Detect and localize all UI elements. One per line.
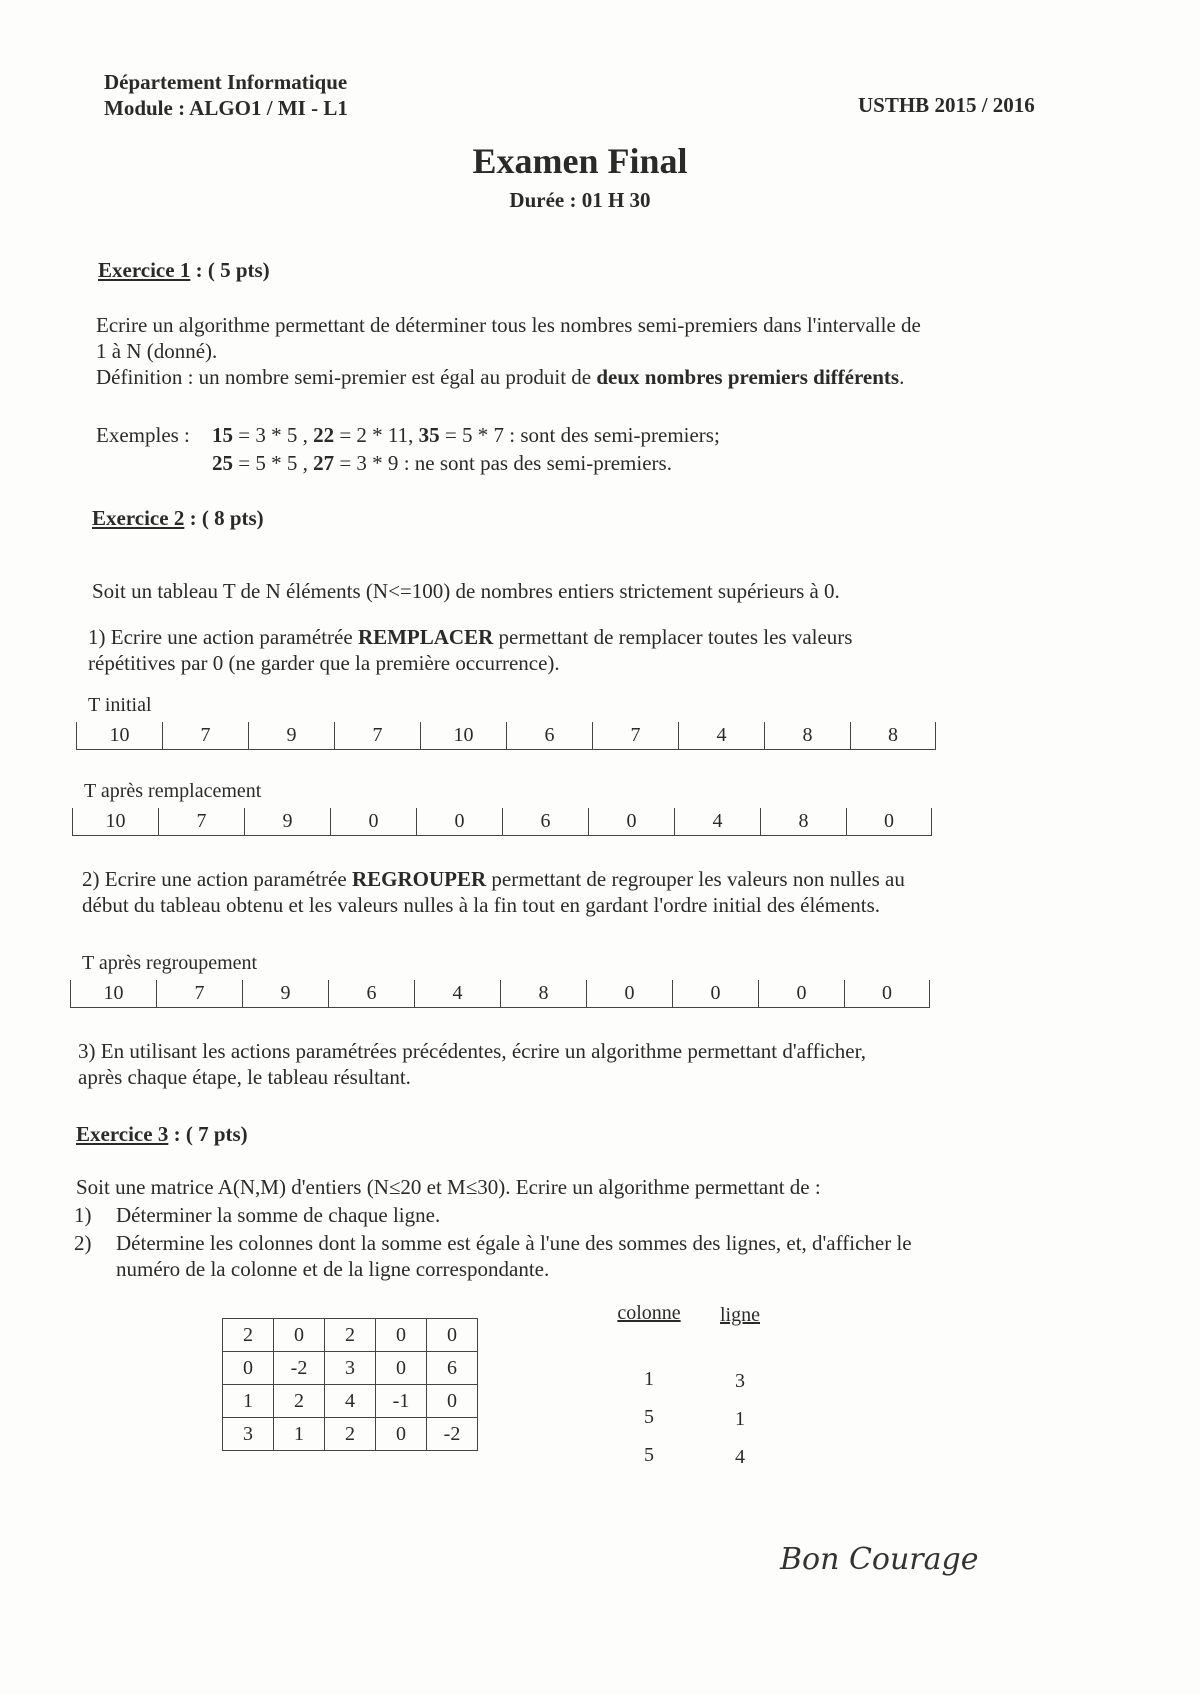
matrix-cell: 1 — [274, 1418, 325, 1451]
ex2-q1-bold: REMPLACER — [357, 625, 494, 649]
ex1-definition — [96, 364, 1096, 390]
ex1-title: Exercice 1 — [98, 258, 191, 282]
ex2-q1-end: permettant de remplacer toutes les valeurs — [498, 625, 853, 649]
array-cell: 4 — [678, 722, 764, 750]
ex1-heading — [98, 258, 270, 283]
array-cell: 7 — [162, 722, 248, 750]
array-cell: 4 — [414, 980, 500, 1008]
module: Module : ALGO1 / MI - L1 — [104, 96, 348, 120]
ex2-q3-line2: après chaque étape, le tableau résultant. — [78, 1065, 411, 1089]
ex2-q3 — [78, 1038, 1108, 1090]
ex2-q2 — [82, 866, 1102, 918]
ex2-title: Exercice 2 — [92, 506, 185, 530]
ex1-examples-line2 — [212, 450, 672, 476]
array-replaced — [72, 808, 932, 838]
array-cell: 10 — [420, 722, 506, 750]
array-cell: 9 — [244, 808, 330, 836]
matrix-cell: 0 — [376, 1418, 427, 1451]
ex2-q1-line2: répétitives par 0 (ne garder que la première occurrence). — [88, 651, 560, 675]
array-cell: 9 — [242, 980, 328, 1008]
array-cell: 8 — [764, 722, 850, 750]
arr2-label: T après remplacement — [84, 780, 262, 802]
matrix-cell: 2 — [325, 1418, 376, 1451]
exam-title: Examen Final — [472, 141, 688, 181]
ex1-ex-b1r: = 5 * 5 , — [233, 451, 314, 475]
ex1-ex-a-end: : sont des semi-premiers; — [504, 423, 720, 447]
matrix-cell: 0 — [427, 1385, 478, 1418]
matrix-row — [223, 1385, 478, 1418]
matrix-cell: 2 — [325, 1319, 376, 1352]
array-cell: 7 — [156, 980, 242, 1008]
ex3-item1-num: 1) — [74, 1203, 92, 1227]
array-initial — [76, 722, 936, 752]
matrix-cell: 0 — [376, 1319, 427, 1352]
ex3-item2 — [116, 1230, 1116, 1282]
ex3-points: : ( 7 pts) — [173, 1122, 248, 1146]
array-cell: 8 — [760, 808, 846, 836]
result-ligne: 1 — [735, 1408, 745, 1430]
ex1-examples-label: Exemples : — [96, 423, 190, 447]
array-cell: 0 — [844, 980, 930, 1008]
ex1-def-start: Définition : un nombre semi-premier est égal au produit de — [96, 365, 592, 389]
closing-signature: Bon Courage — [780, 1542, 979, 1577]
ex3-item2-line2: numéro de la colonne et de la ligne correspondante. — [116, 1257, 550, 1281]
matrix-body — [223, 1319, 478, 1451]
ex1-ex-a3: 35 — [418, 423, 440, 447]
matrix-row — [223, 1418, 478, 1451]
ex1-examples-line1 — [212, 422, 720, 448]
matrix-cell: 6 — [427, 1352, 478, 1385]
ex1-ex-b2: 27 — [313, 451, 335, 475]
result-ligne: 4 — [735, 1446, 745, 1468]
matrix-cell: 0 — [376, 1352, 427, 1385]
ex1-ex-a3r: = 5 * 7 — [439, 423, 505, 447]
row-header: ligne — [720, 1304, 760, 1326]
ex1-ex-a1r: = 3 * 5 , — [233, 423, 314, 447]
matrix-cell: 2 — [274, 1385, 325, 1418]
ex2-intro: Soit un tableau T de N éléments (N<=100) de nombres entiers strictement supérieurs à 0. — [92, 579, 840, 603]
matrix-cell: 3 — [223, 1418, 274, 1451]
ex3-heading — [76, 1122, 248, 1147]
matrix-cell: 0 — [427, 1319, 478, 1352]
array-cell: 0 — [672, 980, 758, 1008]
array-cell: 4 — [674, 808, 760, 836]
matrix-cell: 0 — [223, 1352, 274, 1385]
array-cell: 8 — [850, 722, 936, 750]
array-cell: 0 — [588, 808, 674, 836]
ex2-q2-end: permettant de regrouper les valeurs non nulles au — [491, 867, 905, 891]
result-colonne: 5 — [644, 1406, 654, 1428]
matrix-cell: 0 — [274, 1319, 325, 1352]
col-header: colonne — [617, 1302, 681, 1324]
array-cell: 9 — [248, 722, 334, 750]
array-cell: 0 — [330, 808, 416, 836]
array-cell: 8 — [500, 980, 586, 1008]
array-cell: 6 — [506, 722, 592, 750]
array-grouped — [70, 980, 930, 1010]
ex1-points: : ( 5 pts) — [195, 258, 270, 282]
array-cell: 10 — [70, 980, 156, 1008]
ex2-q2-bold: REGROUPER — [351, 867, 487, 891]
ex2-q1-line1 — [88, 624, 1098, 650]
array-cell: 6 — [328, 980, 414, 1008]
matrix-a — [222, 1318, 478, 1451]
exam-duration: Durée : 01 H 30 — [509, 188, 651, 212]
matrix-cell: 1 — [223, 1385, 274, 1418]
array-cell: 7 — [592, 722, 678, 750]
ex1-ex-b1: 25 — [212, 451, 233, 475]
ex2-heading — [92, 506, 264, 531]
arr3-label: T après regroupement — [82, 952, 258, 974]
ex3-item2-num: 2) — [74, 1231, 92, 1255]
ex2-q2-line1 — [82, 866, 1102, 892]
ex2-q1-start: 1) Ecrire une action paramétrée — [88, 625, 353, 649]
ex1-ex-b-end: : ne sont pas des semi-premiers. — [398, 451, 672, 475]
ex2-points: : ( 8 pts) — [189, 506, 264, 530]
matrix-cell: -2 — [427, 1418, 478, 1451]
matrix-cell: -1 — [376, 1385, 427, 1418]
matrix-row — [223, 1352, 478, 1385]
ex1-ex-a2r: = 2 * 11, — [334, 423, 419, 447]
matrix-cell: -2 — [274, 1352, 325, 1385]
ex3-title: Exercice 3 — [76, 1122, 169, 1146]
matrix-row — [223, 1319, 478, 1352]
ex1-ex-b2r: = 3 * 9 — [334, 451, 399, 475]
ex2-q2-line2: début du tableau obtenu et les valeurs nulles à la fin tout en gardant l'ordre initial des éléments. — [82, 893, 881, 917]
array-cell: 10 — [76, 722, 162, 750]
ex1-def-bold: deux nombres premiers différents — [596, 365, 900, 389]
matrix-cell: 4 — [325, 1385, 376, 1418]
array-cell: 0 — [846, 808, 932, 836]
array-cell: 7 — [334, 722, 420, 750]
ex2-q3-line1: 3) En utilisant les actions paramétrées précédentes, écrire un algorithme permettant d'afficher, — [78, 1039, 866, 1063]
matrix-cell: 2 — [223, 1319, 274, 1352]
ex1-ex-a2: 22 — [313, 423, 335, 447]
ex3-intro: Soit une matrice A(N,M) d'entiers (N≤20 et M≤30). Ecrire un algorithme permettant de : — [76, 1175, 821, 1199]
ex1-statement — [96, 312, 1096, 390]
ex1-def-end: . — [899, 365, 905, 389]
array-cell: 7 — [158, 808, 244, 836]
array-cell: 0 — [586, 980, 672, 1008]
ex2-q2-start: 2) Ecrire une action paramétrée — [82, 867, 347, 891]
ex3-item2-line1: Détermine les colonnes dont la somme est égale à l'une des sommes des lignes, et, d'afficher le — [116, 1231, 912, 1255]
ex1-ex-a1: 15 — [212, 423, 233, 447]
array-cell: 0 — [416, 808, 502, 836]
array-cell: 6 — [502, 808, 588, 836]
ex3-item1: Déterminer la somme de chaque ligne. — [116, 1203, 441, 1227]
institution: USTHB 2015 / 2016 — [858, 93, 1035, 117]
result-ligne: 3 — [735, 1370, 745, 1392]
ex1-line1: Ecrire un algorithme permettant de déterminer tous les nombres semi-premiers dans l'intervalle de — [96, 313, 921, 337]
array-cell: 10 — [72, 808, 158, 836]
ex1-line2: 1 à N (donné). — [96, 339, 218, 363]
department: Département Informatique — [104, 70, 348, 94]
result-colonne: 1 — [644, 1368, 654, 1390]
matrix-cell: 3 — [325, 1352, 376, 1385]
result-colonne: 5 — [644, 1444, 654, 1466]
arr1-label: T initial — [88, 694, 152, 716]
ex2-q1 — [88, 624, 1098, 676]
array-cell: 0 — [758, 980, 844, 1008]
